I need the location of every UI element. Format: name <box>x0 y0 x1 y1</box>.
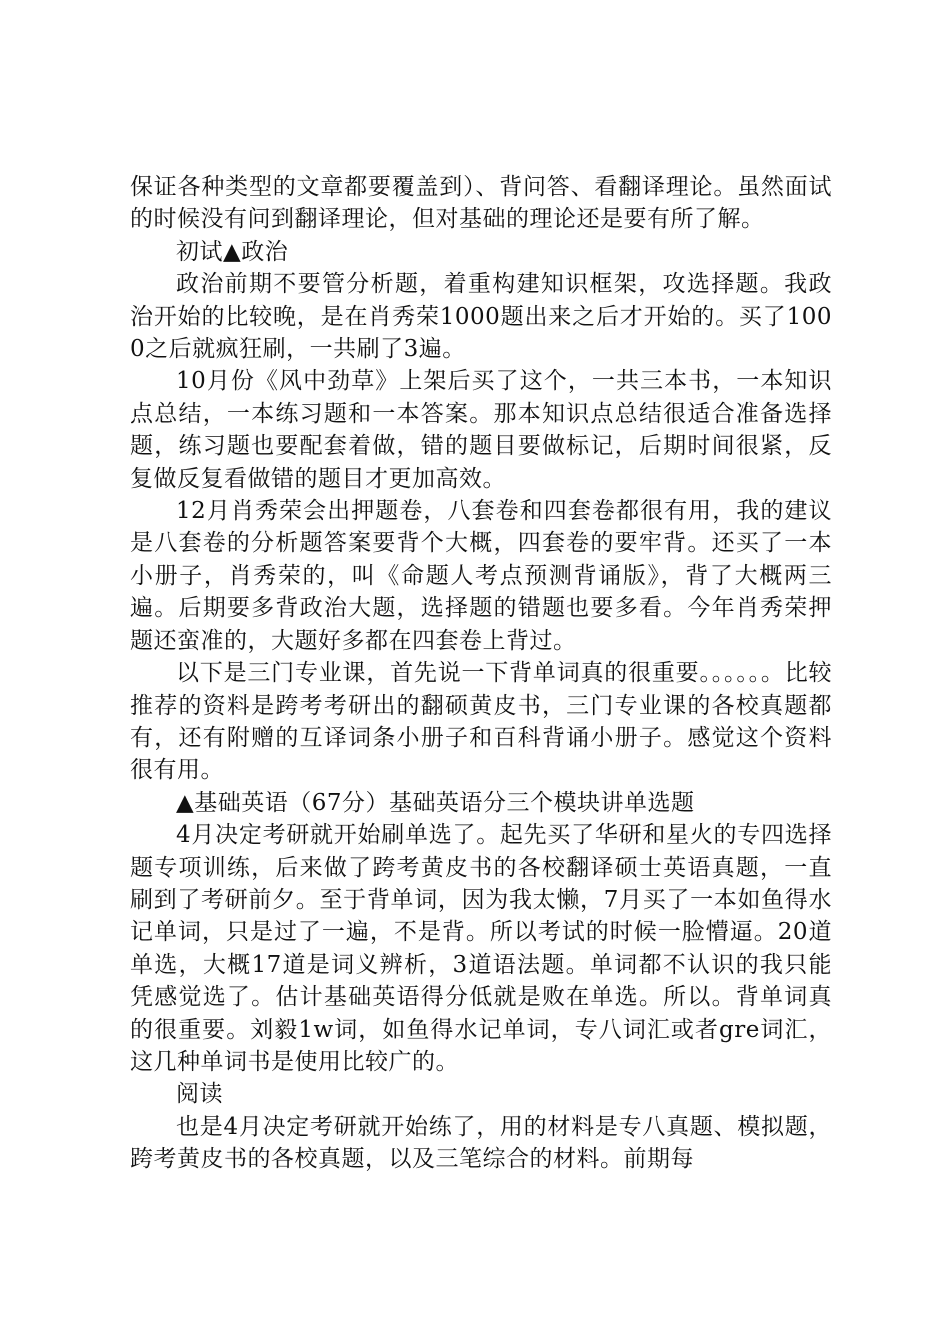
paragraph-2: 政治前期不要管分析题，着重构建知识框架，攻选择题。我政治开始的比较晚，是在肖秀荣1000题出来之后才开始的。买了1000之后就疯狂刷，一共刷了3遍。 <box>130 271 832 363</box>
paragraph-1: 保证各种类型的文章都要覆盖到）、背问答、看翻译理论。虽然面试的时候没有问到翻译理论，但对基础的理论还是要有所了解。 <box>130 174 832 233</box>
document-page <box>130 171 832 1176</box>
paragraph-7: 也是4月决定考研就开始练了，用的材料是专八真题、模拟题，跨考黄皮书的各校真题，以及三笔综合的材料。前期每 <box>130 1113 832 1173</box>
paragraph-3: 10月份《风中劲草》上架后买了这个，一共三本书，一本知识点总结，一本练习题和一本答案。那本知识点总结很适合准备选择题，练习题也要配套着做，错的题目要做标记，后期时间很紧，反复做反复看做错的题目才更加高效。 <box>130 368 832 492</box>
paragraph-4: 12月肖秀荣会出押题卷，八套卷和四套卷都很有用，我的建议是八套卷的分析题答案要背个大概，四套卷的要牢背。还买了一本小册子，肖秀荣的，叫《命题人考点预测背诵版》，背了大概两三遍。后期要多背政治大题，选择题的错题也要多看。今年肖秀荣押题还蛮准的，大题好多都在四套卷上背过。 <box>130 498 832 654</box>
section-heading-politics: 初试▲政治 <box>176 238 289 265</box>
paragraph-6: 4月决定考研就开始刷单选了。起先买了华研和星火的专四选择题专项训练，后来做了跨考黄皮书的各校翻译硕士英语真题，一直刷到了考研前夕。至于背单词，因为我太懒，7月买了一本如鱼得水记单词，只是过了一遍，不是背。所以考试的时候一脸懵逼。20道单选，大概17道是词义辨析，3道语法题。单词都不认识的我只能凭感觉选了。估计基础英语得分低就是败在单选。所以。背单词真的很重要。刘毅1w词，如鱼得水记单词，专八词汇或者gre词汇，这几种单词书是使用比较广的。 <box>130 822 832 1075</box>
section-heading-reading: 阅读 <box>176 1081 223 1108</box>
paragraph-5: 以下是三门专业课，首先说一下背单词真的很重要。。。。。。比较推荐的资料是跨考考研出的翻硕黄皮书，三门专业课的各校真题都有，还有附赠的互译词条小册子和百科背诵小册子。感觉这个资料很有用。 <box>130 660 832 784</box>
section-heading-basic-english: ▲基础英语（67分）基础英语分三个模块讲单选题 <box>176 789 695 816</box>
